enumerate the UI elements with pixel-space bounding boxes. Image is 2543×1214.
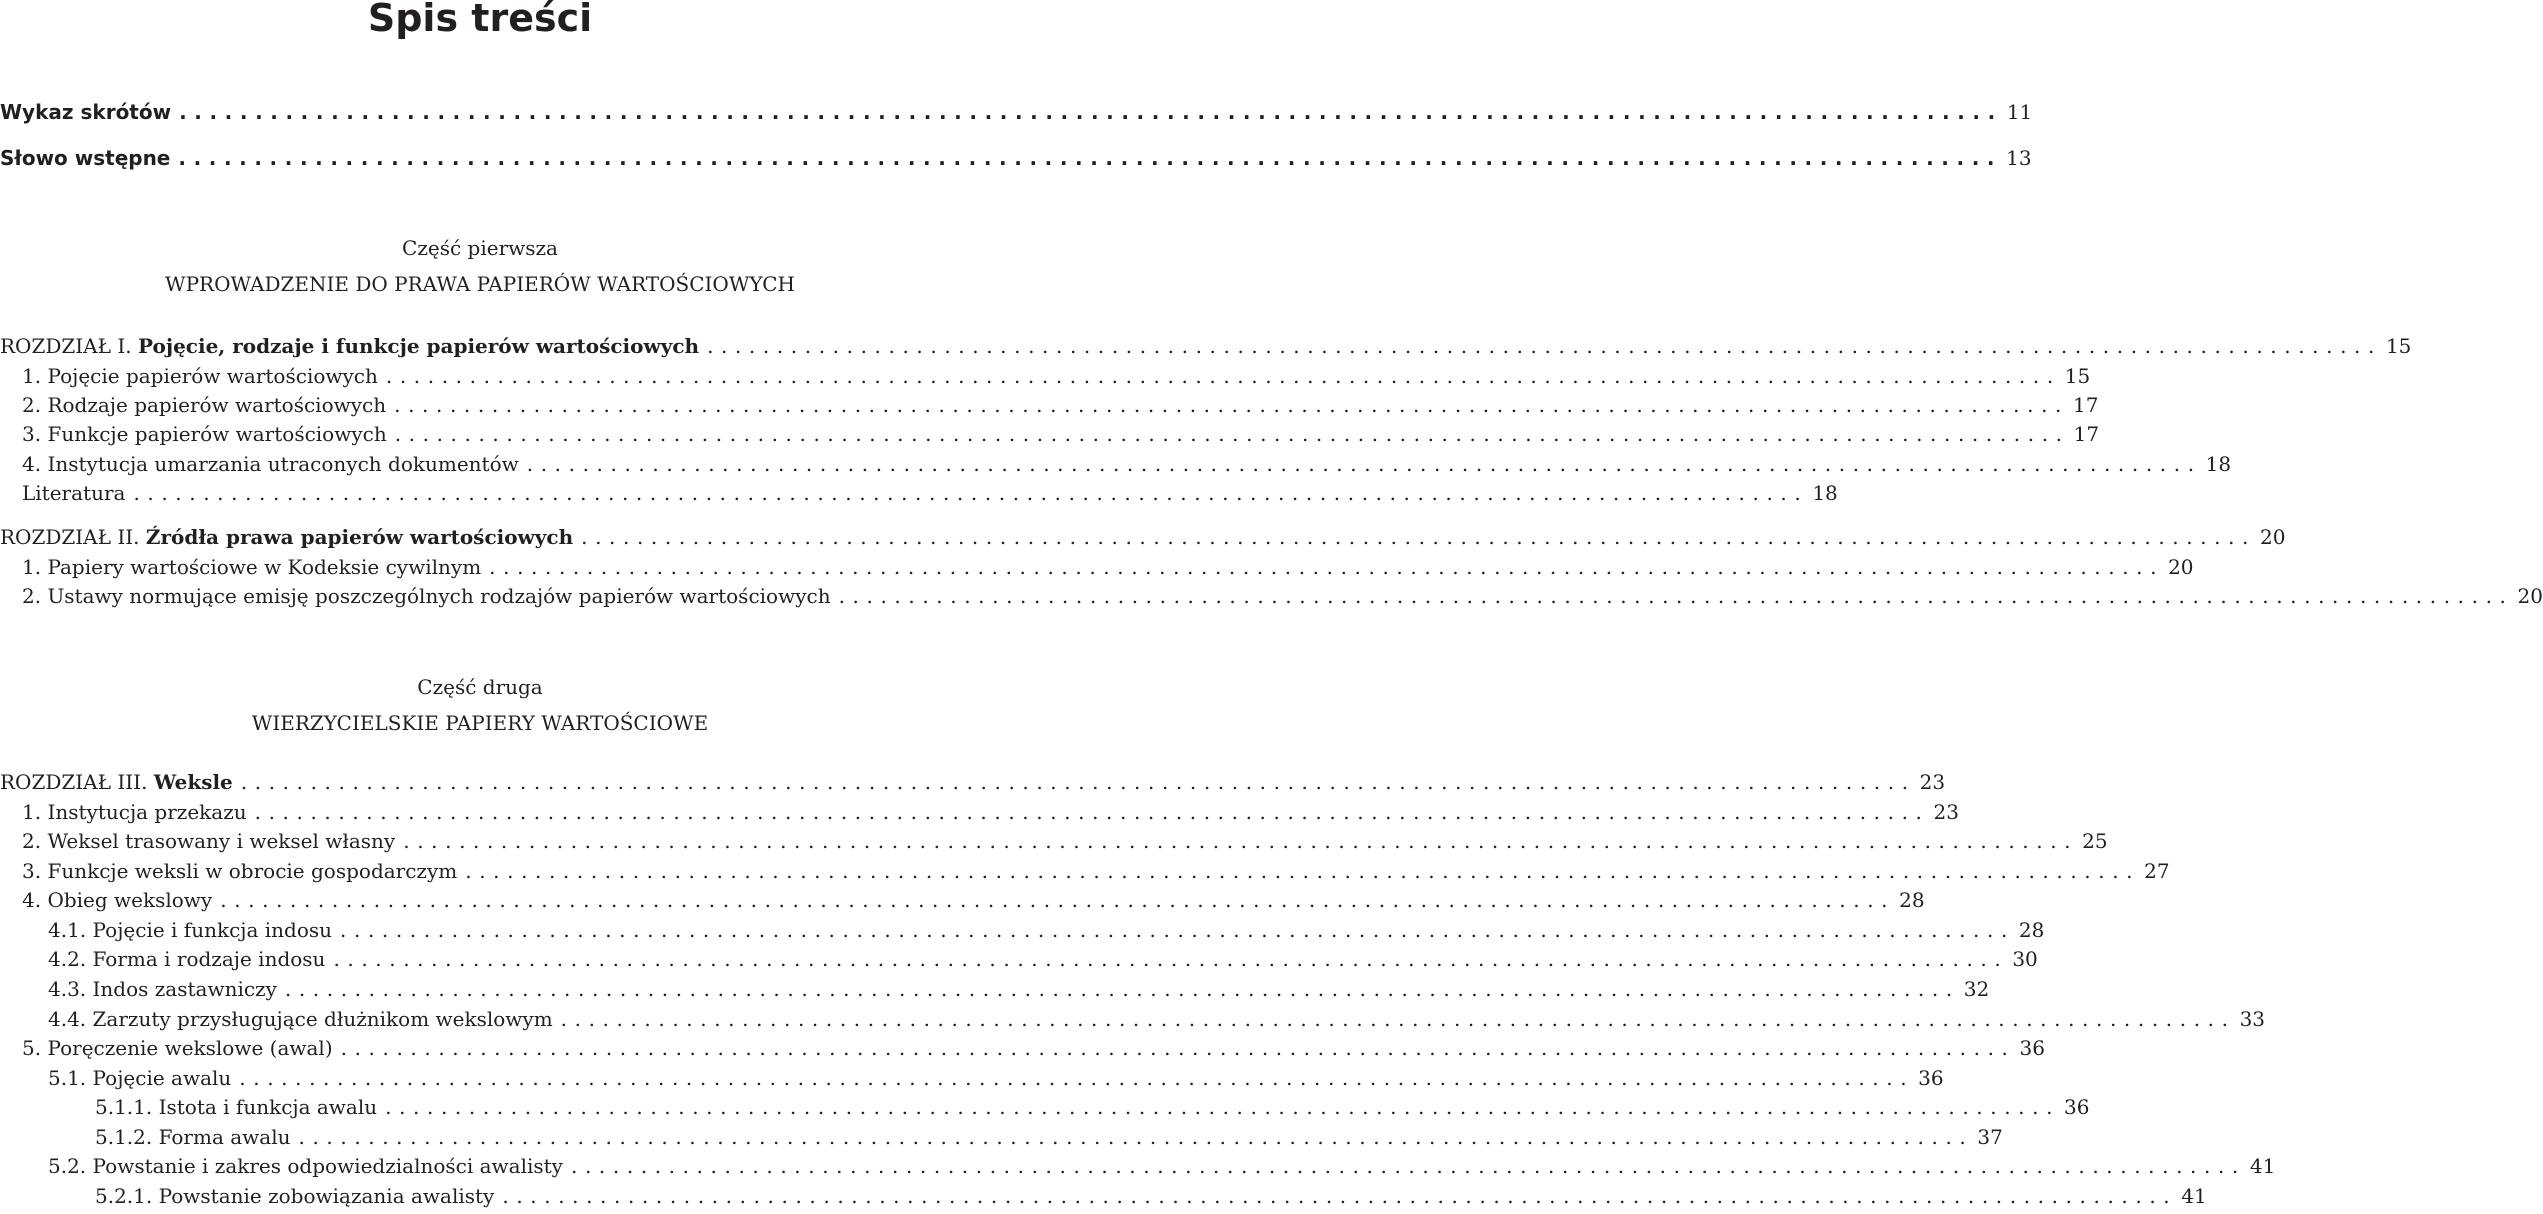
dot-leader: ........................................................................................................................ xyxy=(298,1125,1974,1149)
dot-leader: ........................................................................................................................ xyxy=(340,918,2015,942)
entry-page: 41 xyxy=(2249,1154,2276,1178)
toc-entry xyxy=(0,420,2100,448)
entry-label: 5. Poręczenie wekslowe (awal) xyxy=(22,1036,333,1060)
toc-entry xyxy=(0,479,1838,507)
chapter-heading xyxy=(0,523,2286,551)
entry-page: 23 xyxy=(1933,800,1959,824)
chapter-prefix: ROZDZIAŁ III. xyxy=(0,770,148,794)
toc-entry xyxy=(0,553,2194,581)
dot-leader: ........................................................................................................................ xyxy=(179,100,2003,124)
toc-entry xyxy=(0,1005,2266,1033)
entry-page: 20 xyxy=(2517,584,2543,608)
dot-leader: ........................................................................................................................ xyxy=(403,829,2079,853)
entry-page: 28 xyxy=(2018,918,2045,942)
entry-page: 23 xyxy=(1919,770,1946,794)
toc-entry xyxy=(0,1093,2090,1121)
chapter-title: Źródła prawa papierów wartościowych xyxy=(145,525,574,549)
part-label: Część druga xyxy=(417,675,543,699)
entry-page: 20 xyxy=(2168,555,2194,579)
chapter-heading xyxy=(0,332,2412,360)
entry-page: 13 xyxy=(2006,146,2032,170)
entry-label xyxy=(0,768,237,796)
entry-label: 4. Instytucja umarzania utraconych dokumentów xyxy=(22,452,519,476)
entry-label: 2. Rodzaje papierów wartościowych xyxy=(22,393,387,417)
toc-entry xyxy=(0,945,2038,973)
dot-leader: ........................................................................................................................ xyxy=(581,525,2257,549)
dot-leader: ........................................................................................................................ xyxy=(385,364,2061,388)
chapter-prefix: ROZDZIAŁ II. xyxy=(0,525,140,549)
toc-entry xyxy=(0,1152,2276,1180)
toc-entry xyxy=(0,886,1925,914)
dot-leader: ........................................................................................................................ xyxy=(340,1036,2016,1060)
entry-page: 20 xyxy=(2260,525,2286,549)
toc-entry xyxy=(0,798,1959,826)
part-title: WIERZYCIELSKIE PAPIERY WARTOŚCIOWE xyxy=(251,711,709,735)
entry-page: 25 xyxy=(2082,829,2108,853)
entry-page: 30 xyxy=(2012,947,2038,971)
dot-leader: ........................................................................................................................ xyxy=(570,1154,2246,1178)
dot-leader: ........................................................................................................................ xyxy=(239,1066,1915,1090)
dot-leader: ........................................................................................................................ xyxy=(707,334,2382,358)
entry-page: 28 xyxy=(1899,888,1925,912)
dot-leader: ........................................................................................................................ xyxy=(489,555,2165,579)
dot-leader: ........................................................................................................................ xyxy=(254,800,1930,824)
entry-page: 11 xyxy=(2006,100,2033,124)
entry-page: 27 xyxy=(2144,859,2170,883)
dot-leader: ........................................................................................................................ xyxy=(240,770,1916,794)
page-title: Spis treści xyxy=(367,0,593,40)
entry-page: 37 xyxy=(1977,1125,2003,1149)
entry-label: 1. Instytucja przekazu xyxy=(22,800,247,824)
toc-entry-abbreviations xyxy=(0,98,2033,126)
toc-entry xyxy=(0,362,2091,390)
entry-label: 4. Obieg wekslowy xyxy=(22,888,213,912)
dot-leader: ........................................................................................................................ xyxy=(838,584,2514,608)
part-title: WPROWADZENIE DO PRAWA PAPIERÓW WARTOŚCIOWYCH xyxy=(165,272,795,296)
entry-label: 3. Funkcje weksli w obrocie gospodarczym xyxy=(22,859,458,883)
toc-entry-foreword xyxy=(0,144,2032,172)
dot-leader: ........................................................................................................................ xyxy=(133,481,1809,505)
dot-leader: ........................................................................................................................ xyxy=(560,1007,2236,1031)
chapter-title: Weksle xyxy=(153,770,233,794)
entry-label: 4.1. Pojęcie i funkcja indosu xyxy=(48,918,333,942)
entry-page: 32 xyxy=(1963,977,1990,1001)
entry-page: 36 xyxy=(2064,1095,2090,1119)
entry-page: 36 xyxy=(2019,1036,2045,1060)
entry-page: 17 xyxy=(2073,422,2100,446)
dot-leader: ........................................................................................................................ xyxy=(465,859,2141,883)
entry-label xyxy=(0,523,577,551)
entry-label: 2. Ustawy normujące emisję poszczególnych rodzajów papierów wartościowych xyxy=(22,584,831,608)
entry-label: 3. Funkcje papierów wartościowych xyxy=(22,422,387,446)
chapter-prefix: ROZDZIAŁ I. xyxy=(0,334,132,358)
chapter-title: Pojęcie, rodzaje i funkcje papierów wartościowych xyxy=(137,334,700,358)
toc-entry xyxy=(0,1064,1944,1092)
toc-entry xyxy=(0,916,2045,944)
toc-entry xyxy=(0,827,2108,855)
toc-entry xyxy=(0,582,2543,610)
entry-label: 1. Papiery wartościowe w Kodeksie cywilnym xyxy=(22,555,482,579)
entry-label: Słowo wstępne xyxy=(0,146,171,170)
entry-label xyxy=(0,332,703,360)
entry-label: 5.1.1. Istota i funkcja awalu xyxy=(95,1095,378,1119)
dot-leader: ........................................................................................................................ xyxy=(502,1184,2178,1208)
toc-entry xyxy=(0,1034,2045,1062)
entry-label: 1. Pojęcie papierów wartościowych xyxy=(22,364,378,388)
toc-entry xyxy=(0,857,2170,885)
toc-entry xyxy=(0,1123,2003,1151)
entry-label: 5.1.2. Forma awalu xyxy=(95,1125,291,1149)
toc-entry xyxy=(0,391,2099,419)
dot-leader: ........................................................................................................................ xyxy=(385,1095,2061,1119)
entry-page: 41 xyxy=(2181,1184,2207,1208)
toc-entry xyxy=(0,1182,2207,1210)
entry-label: 4.3. Indos zastawniczy xyxy=(48,977,277,1001)
entry-label: 4.4. Zarzuty przysługujące dłużnikom wekslowym xyxy=(48,1007,553,1031)
dot-leader: ........................................................................................................................ xyxy=(220,888,1896,912)
entry-label: 2. Weksel trasowany i weksel własny xyxy=(22,829,396,853)
dot-leader: ........................................................................................................................ xyxy=(178,146,2003,170)
entry-page: 33 xyxy=(2239,1007,2266,1031)
toc-entry xyxy=(0,975,1990,1003)
entry-label: 4.2. Forma i rodzaje indosu xyxy=(48,947,326,971)
entry-page: 15 xyxy=(2064,364,2091,388)
entry-label: Literatura xyxy=(22,481,126,505)
entry-page: 36 xyxy=(1918,1066,1944,1090)
entry-label: 5.2. Powstanie i zakres odpowiedzialności awalisty xyxy=(48,1154,563,1178)
dot-leader: ........................................................................................................................ xyxy=(526,452,2202,476)
dot-leader: ........................................................................................................................ xyxy=(394,422,2070,446)
entry-page: 17 xyxy=(2073,393,2099,417)
dot-leader: ........................................................................................................................ xyxy=(284,977,1960,1001)
toc-entry xyxy=(0,450,2232,478)
part-label: Część pierwsza xyxy=(402,236,558,260)
entry-label: Wykaz skrótów xyxy=(0,100,172,124)
dot-leader: ........................................................................................................................ xyxy=(333,947,2009,971)
dot-leader: ........................................................................................................................ xyxy=(394,393,2070,417)
chapter-heading xyxy=(0,768,1946,796)
entry-label: 5.1. Pojęcie awalu xyxy=(48,1066,232,1090)
entry-page: 15 xyxy=(2385,334,2412,358)
entry-label: 5.2.1. Powstanie zobowiązania awalisty xyxy=(95,1184,495,1208)
entry-page: 18 xyxy=(1812,481,1838,505)
entry-page: 18 xyxy=(2205,452,2232,476)
